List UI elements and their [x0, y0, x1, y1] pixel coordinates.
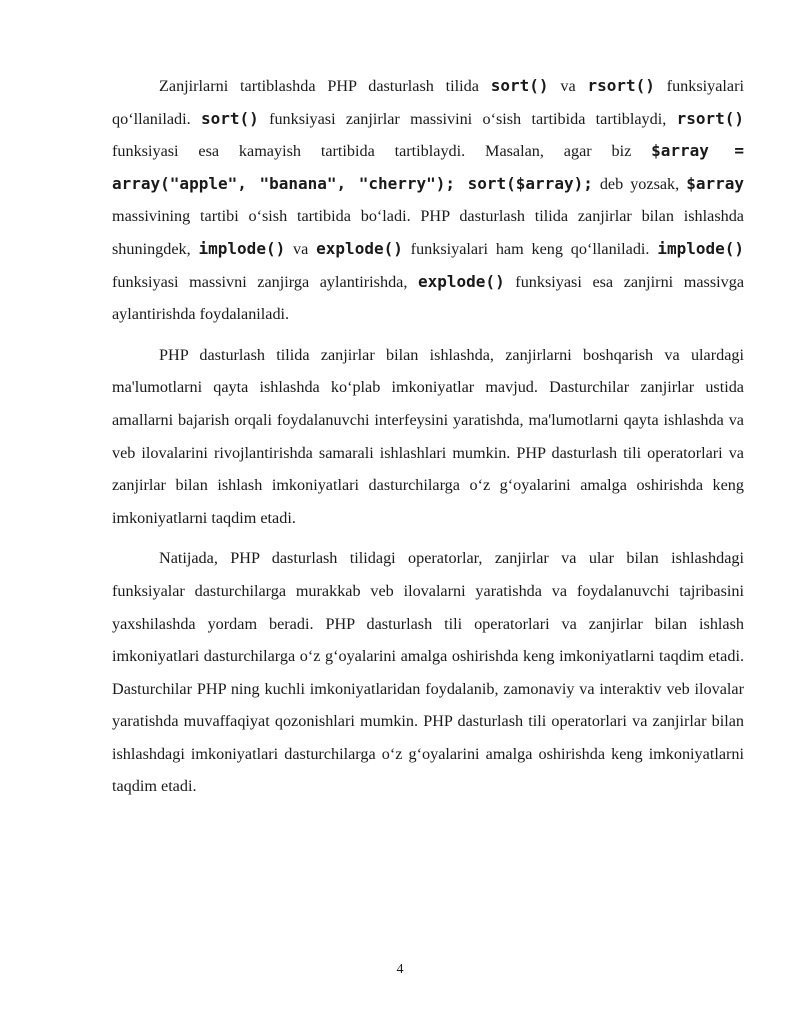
document-body [112, 70, 744, 811]
paragraph-conclusion [112, 542, 744, 803]
inline-code: $array [686, 173, 744, 193]
text-run: funksiyalari ham keng qo‘llaniladi. [402, 239, 658, 258]
text-run: deb yozsak, [592, 174, 687, 193]
paragraph-string-handling [112, 339, 744, 535]
inline-code: $array = array("apple", "banana", "cherry"); sort($array); [112, 141, 745, 193]
inline-code: rsort() [587, 76, 655, 95]
text-run: va [285, 239, 317, 258]
text-run: funksiyasi esa zanjirni massivga aylantirishda foydalaniladi. [112, 272, 744, 324]
text-run: funksiyasi zanjirlar massivini o‘sish tartibida tartiblaydi, [258, 109, 677, 128]
text-run: PHP dasturlash tilida zanjirlar bilan ishlashda, zanjirlarni boshqarish va ulardagi ma'lumotlarni qayta ishlashda ko‘plab imkoniyatlar mavjud. Dasturchilar zanjirlar ustida amallarni bajarish orqali foydalanuvchi interfeysini yaratishda, ma'lumotlarni qayta ishlashda va veb ilovalarini rivojlantirishda samarali ishlashlari mumkin. PHP dasturlash tili operatorlari va zanjirlar bilan ishlash imkoniyatlari dasturchilarga o‘z g‘oyalarini amalga oshirishda keng imkoniyatlarni taqdim etadi. [112, 345, 744, 527]
text-run: funksiyasi esa kamayish tartibida tartiblaydi. Masalan, agar biz [112, 142, 652, 161]
text-run: Natijada, PHP dasturlash tilidagi operatorlar, zanjirlar va ular bilan ishlashdagi funksiyalar dasturchilarga murakkab veb ilovalarni yaratishda va foydalanuvchi tajribasini yaxshilashda yordam beradi. PHP dasturlash tili operatorlari va zanjirlar bilan ishlash imkoniyatlari dasturchilarga o‘z g‘oyalarini amalga oshirishda keng imkoniyatlarni taqdim etadi. Dasturchilar PHP ning kuchli imkoniyatlaridan foydalanib, zamonaviy va interaktiv veb ilovalar yaratishda muvaffaqiyat qozonishlari mumkin. PHP dasturlash tili operatorlari va zanjirlar bilan ishlashdagi imkoniyatlari dasturchilarga o‘z g‘oyalarini amalga oshirishda keng imkoniyatlarni taqdim etadi. [112, 549, 744, 796]
text-run: funksiyalari qo‘llaniladi. [112, 77, 744, 128]
inline-code: sort() [200, 108, 259, 128]
inline-code: implode() [657, 238, 745, 258]
page-number: 4 [396, 962, 404, 977]
inline-code: sort() [490, 76, 549, 95]
text-run: va [548, 77, 588, 95]
paragraph-sorting-functions [112, 70, 744, 331]
text-run: funksiyasi massivni zanjirga aylantirishda, [112, 272, 418, 291]
inline-code: explode() [316, 238, 403, 258]
text-run: massivining tartibi o‘sish tartibida bo‘ladi. PHP dasturlash tilida zanjirlar bilan ishlashda shuningdek, [112, 207, 744, 258]
inline-code: explode() [418, 271, 505, 291]
inline-code: implode() [198, 238, 286, 258]
inline-code: rsort() [676, 108, 744, 128]
text-run: Zanjirlarni tartiblashda PHP dasturlash tilida [159, 77, 491, 95]
